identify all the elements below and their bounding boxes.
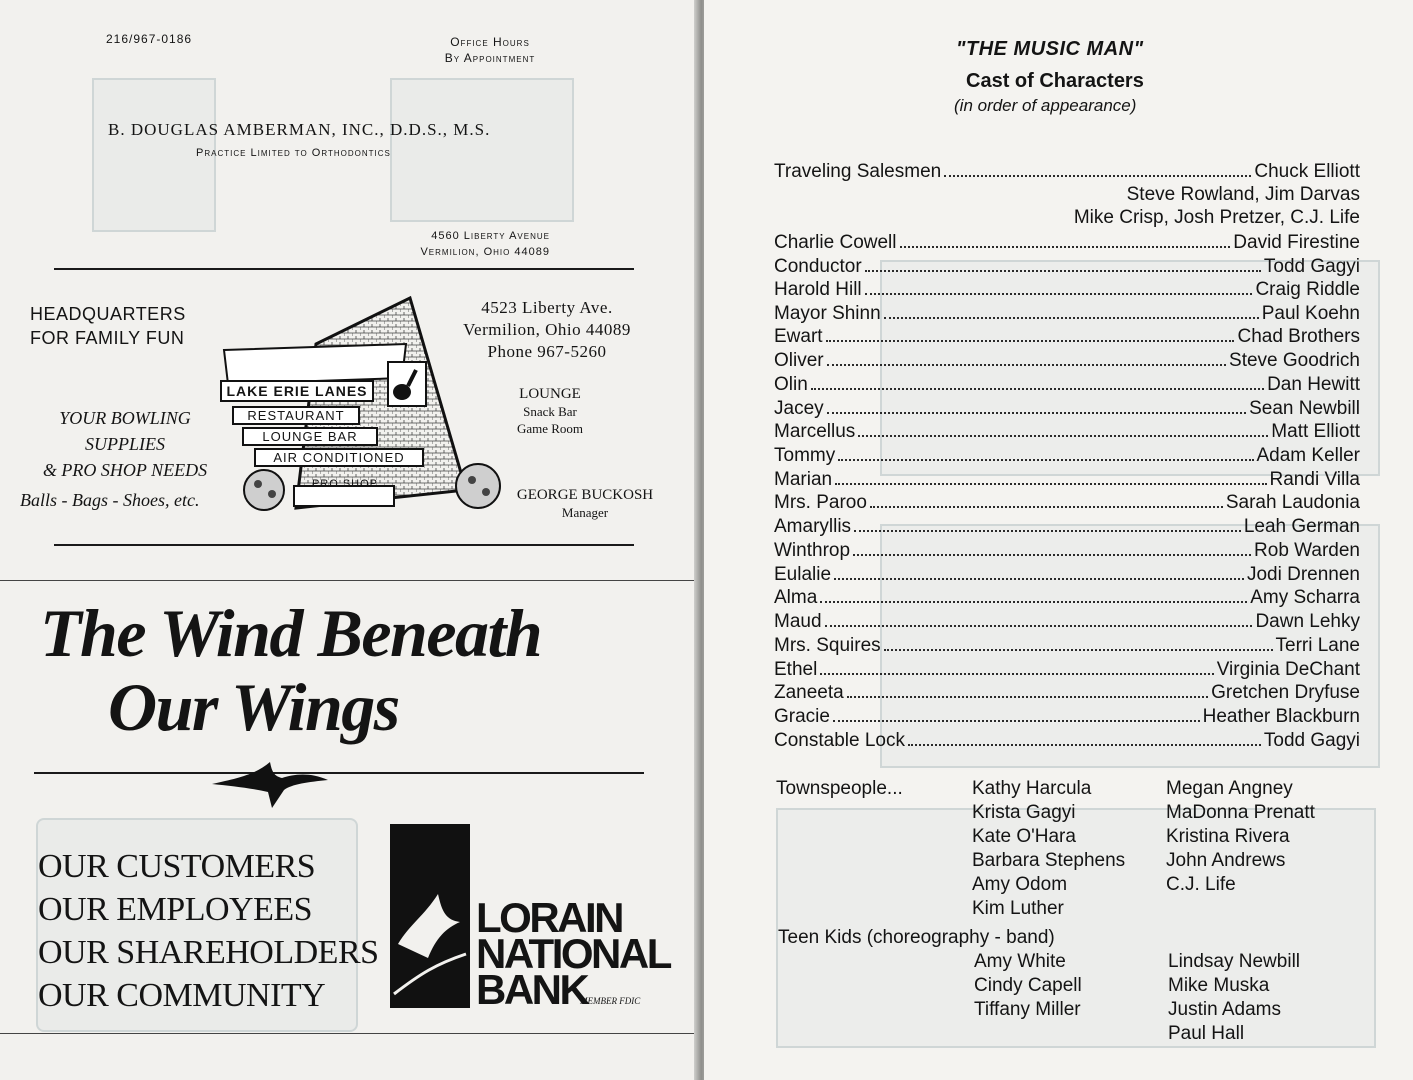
cast-role: Mrs. Paroo (774, 492, 867, 513)
cast-actor: David Firestine (1233, 232, 1360, 253)
leader-dots (827, 364, 1226, 366)
leader-dots (826, 340, 1235, 342)
leader-dots (870, 506, 1223, 508)
cast-row (774, 444, 1360, 468)
townsperson: Amy Odom (972, 874, 1068, 895)
cast-role: Oliver (774, 350, 824, 371)
bank-fdic: MEMBER FDIC (580, 996, 641, 1006)
leader-dots (847, 696, 1208, 698)
bowling-supplies-line3: & PRO SHOP NEEDS (42, 460, 208, 480)
leader-dots (833, 720, 1200, 722)
leader-dots (854, 530, 1241, 532)
cast-row (774, 729, 1360, 753)
divider (54, 544, 634, 546)
divider (54, 268, 634, 270)
cast-row (774, 610, 1360, 634)
divider (34, 772, 644, 774)
cast-role: Charlie Cowell (774, 232, 897, 253)
cast-actor: Adam Keller (1256, 445, 1360, 466)
bank-name (476, 894, 670, 1013)
townsperson: Barbara Stephens (972, 850, 1126, 871)
bowling-phone: Phone 967-5260 (487, 342, 607, 361)
cast-role: Marcellus (774, 421, 856, 442)
cast-row (774, 373, 1360, 397)
cast-role: Jacey (774, 398, 824, 419)
cast-role: Winthrop (774, 540, 851, 561)
cast-actor: Jodi Drennen (1246, 564, 1360, 585)
teen-kid: Tiffany Miller (974, 999, 1081, 1020)
cast-row (774, 563, 1360, 587)
show-title: "THE MUSIC MAN" (956, 38, 1144, 60)
townsperson: Kristina Rivera (1166, 826, 1290, 847)
cast-heading: Cast of Characters (966, 70, 1144, 92)
ortho-hours-line1: Office Hours (450, 35, 530, 49)
bank-logo-icon (390, 824, 470, 1008)
cast-role: Harold Hill (774, 279, 862, 300)
bowling-supplies (20, 405, 230, 483)
cast-actor: Gretchen Dryfuse (1211, 682, 1360, 703)
cast-row (774, 586, 1360, 610)
bank-name-line1: LORAIN (476, 894, 622, 941)
townsperson: MaDonna Prenatt (1166, 802, 1315, 823)
sign-restaurant: RESTAURANT (232, 406, 360, 425)
cast-actor: Matt Elliott (1271, 421, 1360, 442)
leader-dots (884, 649, 1273, 651)
cast-actor: Amy Scharra (1250, 587, 1360, 608)
cast-actor: Chuck Elliott (1254, 161, 1360, 182)
cast-role: Conductor (774, 256, 862, 277)
leader-dots (827, 412, 1246, 414)
cast-row (774, 160, 1360, 184)
cast-role: Tommy (774, 445, 836, 466)
cast-actor: Steve Goodrich (1229, 350, 1360, 371)
cast-actor: Chad Brothers (1237, 326, 1360, 347)
cast-row (774, 681, 1360, 705)
cast-actor: Todd Gagyi (1263, 256, 1360, 277)
leader-dots (858, 435, 1268, 437)
leader-dots (835, 483, 1266, 485)
cast-role: Mrs. Squires (774, 635, 881, 656)
bowling-address (432, 297, 662, 363)
bowling-headline-line1: HEADQUARTERS (30, 304, 186, 324)
leader-dots (908, 744, 1261, 746)
bank-name-line3: BANK (476, 966, 588, 1013)
bowling-headline (30, 302, 186, 350)
sign-lounge-bar: LOUNGE BAR (242, 427, 378, 446)
ortho-address (360, 228, 550, 260)
leader-dots (838, 459, 1253, 461)
bank-headline-line2: Our Wings (108, 669, 399, 745)
show-through-panel (390, 78, 574, 222)
sign-lake-erie-lanes: LAKE ERIE LANES (220, 380, 374, 402)
leader-dots (865, 270, 1261, 272)
cast-role: Constable Lock (774, 730, 905, 751)
cast-role: Maud (774, 611, 822, 632)
leader-dots (825, 625, 1253, 627)
teen-kid: Mike Muska (1168, 975, 1270, 996)
cast-row (774, 278, 1360, 302)
right-page (704, 0, 1413, 1080)
cast-role: Amaryllis (774, 516, 852, 537)
cast-role: Eulalie (774, 564, 832, 585)
cast-actor: Dan Hewitt (1267, 374, 1360, 395)
leader-dots (820, 673, 1213, 675)
cast-role: Marian (774, 469, 833, 490)
cast-actor: Sarah Laudonia (1225, 492, 1360, 513)
cast-role: Ewart (774, 326, 823, 347)
cast-role: Ethel (774, 659, 818, 680)
cast-continuation: Mike Crisp, Josh Pretzer, C.J. Life (1073, 207, 1360, 228)
cast-actor: Rob Warden (1254, 540, 1360, 561)
cast-note: (in order of appearance) (954, 96, 1137, 115)
leader-dots (944, 175, 1251, 177)
bank-value: OUR SHAREHOLDERS (38, 934, 379, 971)
townsperson: Kim Luther (972, 898, 1064, 919)
cast-row (774, 491, 1360, 515)
cast-row (774, 302, 1360, 326)
townsperson: John Andrews (1166, 850, 1286, 871)
townsperson: C.J. Life (1166, 874, 1236, 895)
townsperson: Kathy Harcula (972, 778, 1092, 799)
bowling-lounge: LOUNGE (519, 386, 581, 402)
bowling-manager-name: GEORGE BUCKOSH (516, 487, 654, 503)
cast-actor: Virginia DeChant (1216, 659, 1360, 680)
bank-name-line2: NATIONAL (476, 930, 670, 977)
bowling-game-room: Game Room (516, 421, 584, 436)
bowling-snack-bar: Snack Bar (523, 404, 577, 419)
cast-actor: Paul Koehn (1261, 303, 1360, 324)
ortho-address-line2: Vermilion, Ohio 44089 (420, 246, 550, 258)
ortho-address-line1: 4560 Liberty Avenue (431, 230, 550, 242)
cast-actor: Heather Blackburn (1202, 706, 1360, 727)
cast-row (774, 325, 1360, 349)
cast-actor: Todd Gagyi (1263, 730, 1360, 751)
leader-dots (853, 554, 1251, 556)
cast-row (774, 634, 1360, 658)
cast-row (774, 231, 1360, 255)
cast-actor: Randi Villa (1269, 469, 1360, 490)
sign-air-conditioned: AIR CONDITIONED (254, 448, 424, 467)
ortho-specialty: Practice Limited to Orthodontics (196, 147, 391, 159)
teen-kids-label: Teen Kids (choreography - band) (778, 927, 1055, 948)
teen-kid: Cindy Capell (974, 975, 1082, 996)
bowling-headline-line2: FOR FAMILY FUN (30, 328, 185, 348)
bowling-manager (505, 486, 665, 522)
cast-actor: Leah German (1243, 516, 1360, 537)
bird-icon (210, 758, 330, 812)
ortho-phone: 216/967-0186 (106, 32, 193, 46)
townspeople-col2 (1166, 777, 1315, 897)
ortho-hours-line2: By Appointment (444, 51, 536, 65)
cast-row (774, 515, 1360, 539)
teen-kid: Lindsay Newbill (1168, 951, 1301, 972)
townsperson: Megan Angney (1166, 778, 1293, 799)
left-page (0, 0, 700, 1080)
bowling-goods: Balls - Bags - Shoes, etc. (20, 490, 200, 510)
cast-actor: Craig Riddle (1255, 279, 1360, 300)
cast-role: Zaneeta (774, 682, 844, 703)
cast-role: Olin (774, 374, 808, 395)
leader-dots (834, 578, 1244, 580)
teen-kid: Amy White (974, 951, 1066, 972)
cast-role: Alma (774, 587, 818, 608)
bank-headline-line1: The Wind Beneath (40, 595, 542, 671)
cast-continuation: Steve Rowland, Jim Darvas (1126, 184, 1360, 205)
leader-dots (820, 601, 1247, 603)
bowling-supplies-line1: YOUR BOWLING (59, 408, 191, 428)
ortho-name: B. DOUGLAS AMBERMAN, INC., D.D.S., M.S. (108, 120, 491, 139)
cast-row (774, 468, 1360, 492)
cast-row (774, 705, 1360, 729)
teen-kids-col1 (974, 950, 1082, 1022)
teen-kids-col2 (1168, 950, 1300, 1046)
bank-values-list (38, 845, 379, 1017)
leader-dots (900, 246, 1231, 248)
leader-dots (865, 293, 1253, 295)
cast-row (774, 658, 1360, 682)
bank-value: OUR CUSTOMERS (38, 848, 316, 885)
bank-value: OUR COMMUNITY (38, 977, 326, 1014)
teen-kid: Paul Hall (1168, 1023, 1245, 1044)
ortho-hours (400, 34, 580, 66)
sign-pro-shop: PRO SHOP (311, 478, 379, 490)
bowling-address-line2: Vermilion, Ohio 44089 (463, 320, 631, 339)
bowling-supplies-line2: SUPPLIES (85, 434, 165, 454)
cast-role: Traveling Salesmen (774, 161, 942, 182)
townspeople-label: Townspeople... (776, 778, 903, 799)
bowling-manager-title: Manager (561, 505, 609, 520)
townsperson: Kate O'Hara (972, 826, 1076, 847)
cast-actor: Sean Newbill (1249, 398, 1360, 419)
teen-kid: Justin Adams (1168, 999, 1281, 1020)
cast-row (774, 255, 1360, 279)
cast-role: Gracie (774, 706, 830, 727)
leader-dots (811, 388, 1264, 390)
bank-value: OUR EMPLOYEES (38, 891, 313, 928)
leader-dots (884, 317, 1259, 319)
cast-role: Mayor Shinn (774, 303, 881, 324)
cast-row (774, 420, 1360, 444)
cast-row (774, 539, 1360, 563)
cast-actor: Dawn Lehky (1255, 611, 1360, 632)
townsperson: Krista Gagyi (972, 802, 1076, 823)
cast-actor: Terri Lane (1275, 635, 1360, 656)
townspeople-col1 (972, 777, 1125, 921)
bowling-lounge-info (490, 386, 610, 437)
cast-row (774, 349, 1360, 373)
bowling-address-line1: 4523 Liberty Ave. (481, 298, 613, 317)
cast-row (774, 397, 1360, 421)
